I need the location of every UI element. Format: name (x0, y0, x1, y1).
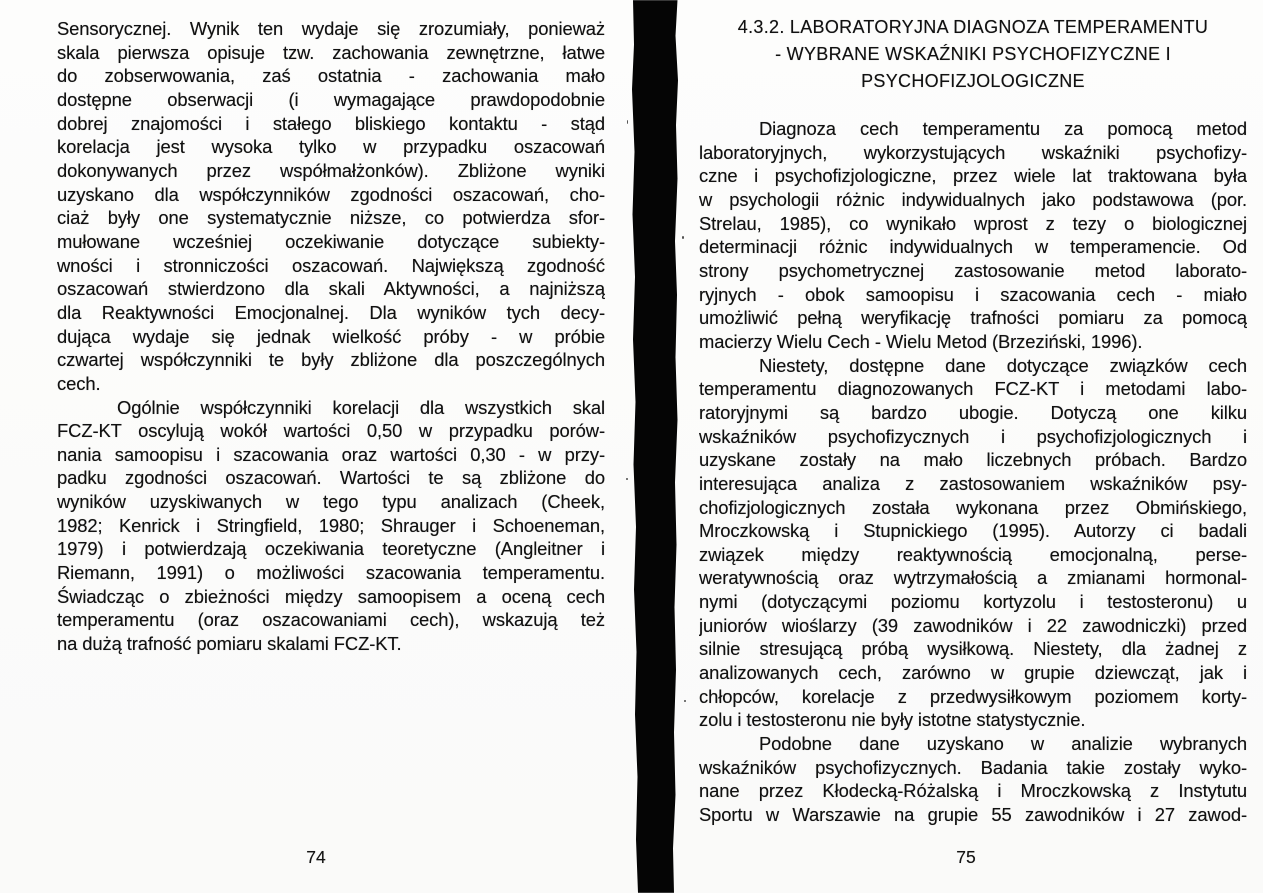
scan-speck (682, 236, 684, 239)
left-page (57, 17, 605, 656)
text-line: chłopców, korelacje z przedwysiłkowym poziomem korty- (699, 685, 1247, 707)
scan-speck (626, 478, 628, 480)
text-line: Riemann, 1991) o możliwości szacowania temperamentu. (57, 562, 605, 584)
text-line: temperamentu (oraz oszacowaniami cech), wskazują też (57, 609, 605, 631)
text-line: padku zgodności oszacowań. Wartości te są zbliżone do (57, 467, 605, 489)
text-line: juniorów wioślarzy (39 zawodników i 22 zawodniczki) przed (699, 614, 1247, 636)
text-line: Strelau, 1985), co wynikało wprost z tezy o biologicznej (699, 212, 1247, 234)
page-number-left: 74 (306, 847, 326, 867)
text-line: nane przez Kłodecką-Różalską i Mroczkowską z Instytutu (699, 780, 1247, 802)
scan-speck (684, 700, 686, 702)
section-heading (699, 14, 1247, 95)
text-line: korelacja jest wysoka tylko w przypadku oszacowań (57, 136, 605, 158)
book-spine-gutter (629, 0, 679, 893)
section-heading-line: PSYCHOFIZJOLOGICZNE (861, 71, 1085, 91)
text-line: dokonywanych przez współmałżonków). Zbliżone wyniki (57, 159, 605, 181)
text-line: macierzy Wielu Cech - Wielu Metod (Brzeziński, 1996). (699, 330, 1143, 352)
text-line: dująca wydaje się jednak wielkość próby - w próbie (57, 325, 605, 347)
text-line: skala pierwsza opisuje tzw. zachowania zewnętrzne, łatwe (57, 41, 605, 63)
text-line: zolu i testosteronu nie były istotne statystycznie. (699, 709, 1086, 731)
text-line: temperamentu diagnozowanych FCZ-KT i metodami labo- (699, 378, 1247, 400)
text-line: 1982; Kenrick i Stringfield, 1980; Shrauger i Schoeneman, (57, 514, 605, 536)
text-line: FCZ-KT oscylują wokół wartości 0,50 w przypadku porów- (57, 420, 605, 442)
section-heading-line: - WYBRANE WSKAŹNIKI PSYCHOFIZYCZNE I (775, 44, 1171, 64)
text-line: do zobserwowania, zaś ostatnia - zachowania mało (57, 65, 605, 87)
text-line: 1979) i potwierdzają oczekiwania teoretyczne (Angleitner i (57, 538, 605, 560)
text-line: oszacowań stwierdzono dla skali Aktywności, a najniższą (57, 278, 605, 300)
text-line: weratywnością oraz wytrzymałością a zmianami hormonal- (699, 567, 1247, 589)
text-line: czwartej współczynniki te były zbliżone dla poszczególnych (57, 349, 605, 371)
text-line: interesująca analiza z zastosowaniem wskaźników psy- (699, 472, 1247, 494)
text-line: dostępne obserwacji (i wymagające prawdopodobnie (57, 88, 605, 110)
text-line: analizowanych cech, zarówno w grupie dziewcząt, jak i (699, 662, 1247, 684)
section-heading-line: 4.3.2. LABORATORYJNA DIAGNOZA TEMPERAMENTU (737, 17, 1209, 37)
text-line: dobrej znajomości i stałego bliskiego kontaktu - stąd (57, 112, 605, 134)
text-line: chofizjologicznych została wykonana przez Obmińskiego, (699, 496, 1247, 518)
text-line: wyników uzyskiwanych w tego typu analizach (Cheek, (57, 491, 605, 513)
text-line: laboratoryjnych, wykorzystujących wskaźniki psychofizy- (699, 141, 1247, 163)
text-line: cech. (57, 372, 101, 394)
text-line: ciaż były one systematycznie niższe, co potwierdza sfor- (57, 207, 605, 229)
page-number-right: 75 (956, 847, 976, 867)
scan-speck (627, 120, 628, 124)
text-line: nymi (dotyczącymi poziomu kortyzolu i testosteronu) u (699, 591, 1247, 613)
text-line: ratoryjnymi są bardzo ubogie. Dotyczą one kilku (699, 401, 1247, 423)
text-line: Świadcząc o zbieżności między samoopisem a oceną cech (57, 585, 605, 607)
text-line: wności i stronniczości oszacowań. Największą zgodność (57, 254, 605, 276)
text-line: strony psychometrycznej zastosowanie metod laborato- (699, 259, 1247, 281)
text-line: ryjnych - obok samoopisu i szacowania cech - miało (699, 283, 1247, 305)
text-line: Niestety, dostępne dane dotyczące związków cech (759, 354, 1247, 376)
text-line: Mroczkowską i Stupnickiego (1995). Autorzy ci badali (699, 520, 1247, 542)
text-line: nania samoopisu i szacowania oraz wartości 0,30 - w przy- (57, 443, 605, 465)
text-line: wskaźników psychofizycznych. Badania takie zostały wyko- (699, 756, 1247, 778)
text-line: Sportu w Warszawie na grupie 55 zawodników i 27 zawod- (699, 804, 1247, 826)
text-line: wskaźników psychofizycznych i psychofizjologicznych i (699, 425, 1247, 447)
text-line: Ogólnie współczynniki korelacji dla wszystkich skal (117, 396, 605, 418)
text-line: czne i psychofizjologiczne, przez wiele lat traktowana była (699, 165, 1247, 187)
text-line: Podobne dane uzyskano w analizie wybranych (759, 733, 1247, 755)
text-line: umożliwić pełną weryfikację trafności pomiaru za pomocą (699, 307, 1247, 329)
right-page (699, 14, 1247, 827)
text-line: związek między reaktywnością emocjonalną, perse- (699, 543, 1247, 565)
text-line: mułowane wcześniej oczekiwanie dotyczące subiekty- (57, 230, 605, 252)
right-page-body-text (699, 117, 1247, 827)
text-line: uzyskano dla współczynników zgodności oszacowań, cho- (57, 183, 605, 205)
text-line: uzyskane zostały na mało liczebnych próbach. Bardzo (699, 449, 1247, 471)
text-line: determinacji różnic indywidualnych w temperamencie. Od (699, 236, 1247, 258)
text-line: na dużą trafność pomiaru skalami FCZ-KT. (57, 633, 402, 655)
text-line: dla Reaktywności Emocjonalnej. Dla wyników tych decy- (57, 301, 605, 323)
text-line: Diagnoza cech temperamentu za pomocą metod (759, 118, 1247, 139)
left-page-body-text (57, 17, 605, 656)
text-line: w psychologii różnic indywidualnych jako podstawowa (por. (699, 188, 1247, 210)
text-line: silnie stresującą próbą wysiłkową. Niestety, dla żadnej z (699, 638, 1247, 660)
text-line: Sensorycznej. Wynik ten wydaje się zrozumiały, ponieważ (57, 18, 605, 39)
